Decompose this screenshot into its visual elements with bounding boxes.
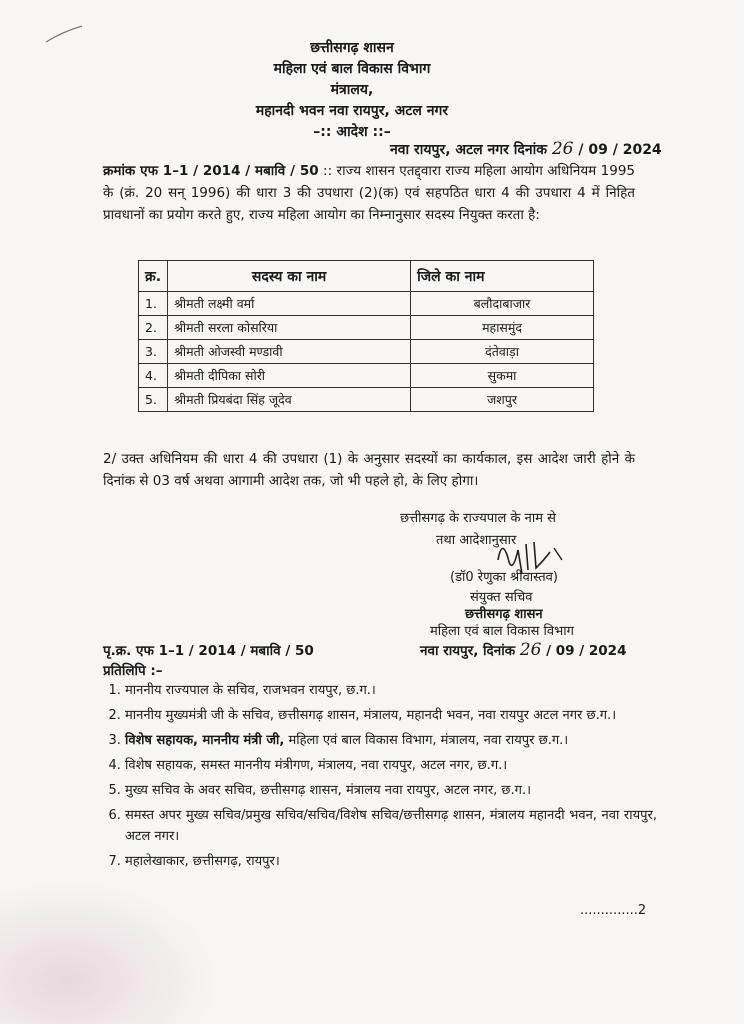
district-name: महासमुंद bbox=[411, 316, 594, 340]
members-table bbox=[138, 260, 594, 412]
date-day-handwritten: 26 bbox=[551, 139, 574, 159]
list-item: 5. मुख्य सचिव के अवर सचिव, छत्तीसगढ़ शासन, मंत्रालय नवा रायपुर, अटल नगर, छ.ग.। bbox=[125, 780, 657, 801]
signatory-title: संयुक्त सचिव bbox=[470, 590, 533, 605]
member-name: श्रीमती लक्ष्मी वर्मा bbox=[168, 292, 411, 316]
order-body: :: राज्य शासन एतद्द्वारा राज्य महिला आयोग अधिनियम 1995 के (क्रं. 20 सन् 1996) की धारा 3 की उपधारा (2)(क) एवं सहपठित धारा 4 की उपधारा 4 में निहित प्रावधानों का प्रयोग करते हुए, राज्य महिला आयोग का निम्नानुसार सदस्य नियुक्त करता है: bbox=[103, 163, 636, 223]
order-date bbox=[390, 139, 662, 159]
order-paragraph bbox=[103, 160, 635, 226]
list-item: 3. विशेष सहायक, माननीय मंत्री जी, महिला एवं बाल विकास विभाग, मंत्रालय, नवा रायपुर छ.ग.। bbox=[125, 730, 657, 751]
list-item: 7. महालेखाकार, छत्तीसगढ़, रायपुर। bbox=[125, 851, 657, 872]
member-name: श्रीमती सरला कोसरिया bbox=[168, 316, 411, 340]
copy-date-rest: / 09 / 2024 bbox=[546, 643, 627, 659]
list-item: 6. समस्त अपर मुख्य सचिव/प्रमुख सचिव/सचिव/विशेष सचिव/छत्तीसगढ़ शासन, मंत्रालय महानदी भवन, नवा रायपुर, अटल नगर। bbox=[125, 805, 657, 847]
date-place: नवा रायपुर, अटल नगर दिनांक bbox=[390, 142, 547, 158]
district-name: दंतेवाड़ा bbox=[411, 340, 594, 364]
signature-order-line: तथा आदेशानुसार bbox=[436, 533, 517, 548]
list-item-bold: विशेष सहायक, माननीय मंत्री जी, bbox=[125, 733, 285, 748]
header-sno: क्र. bbox=[139, 261, 168, 292]
member-name: श्रीमती दीपिका सोरी bbox=[168, 364, 411, 388]
order-number: क्रमांक एफ 1–1 / 2014 / मबावि / 50 bbox=[103, 163, 319, 179]
order-title: –:: आदेश ::– bbox=[313, 124, 391, 140]
row-num: 3. bbox=[139, 340, 168, 364]
district-name: जशपुर bbox=[411, 388, 594, 412]
copy-recipients-list bbox=[103, 680, 657, 876]
district-name: सुकमा bbox=[411, 364, 594, 388]
row-num: 4. bbox=[139, 364, 168, 388]
table-header bbox=[139, 261, 594, 292]
list-item: 4. विशेष सहायक, समस्त माननीय मंत्रीगण, मंत्रालय, नवा रायपुर, अटल नगर, छ.ग.। bbox=[125, 755, 657, 776]
copy-to-label: प्रतिलिपि :– bbox=[103, 663, 163, 679]
row-num: 1. bbox=[139, 292, 168, 316]
row-num: 2. bbox=[139, 316, 168, 340]
page-continuation: ..............2 bbox=[580, 903, 647, 918]
signatory-department: महिला एवं बाल विकास विभाग bbox=[430, 624, 574, 639]
header-member-name: सदस्य का नाम bbox=[168, 261, 411, 292]
table-row bbox=[139, 364, 594, 388]
letterhead bbox=[0, 38, 744, 143]
member-name: श्रीमती ओजस्वी मण्डावी bbox=[168, 340, 411, 364]
row-num: 5. bbox=[139, 388, 168, 412]
signatory-name: (डॉ0 रेणुका श्रीवास्तव) bbox=[450, 570, 558, 585]
address: महानदी भवन नवा रायपुर, अटल नगर bbox=[255, 103, 449, 119]
signatory-govt: छत्तीसगढ़ शासन bbox=[465, 607, 543, 622]
header-district: जिले का नाम bbox=[411, 261, 594, 292]
table-row bbox=[139, 316, 594, 340]
copy-date bbox=[420, 640, 626, 660]
tenure-paragraph: 2/ उक्त अधिनियम की धारा 4 की उपधारा (1) के अनुसार सदस्यों का कार्यकाल, इस आदेश जारी होने के दिनांक से 03 वर्ष अथवा आगामी आदेश तक, जो भी पहले हो, के लिए होगा। bbox=[103, 451, 635, 489]
department-name: महिला एवं बाल विकास विभाग bbox=[273, 61, 431, 77]
copy-date-day-handwritten: 26 bbox=[519, 640, 542, 660]
govt-name: छत्तीसगढ़ शासन bbox=[310, 40, 394, 56]
copy-date-place: नवा रायपुर, दिनांक bbox=[420, 643, 516, 659]
table-row bbox=[139, 388, 594, 412]
member-name: श्रीमती प्रियबंदा सिंह जूदेव bbox=[168, 388, 411, 412]
scan-stain bbox=[0, 880, 220, 1024]
table-row bbox=[139, 292, 594, 316]
table-row bbox=[139, 340, 594, 364]
list-item: 1. माननीय राज्यपाल के सचिव, राजभवन रायपुर, छ.ग.। bbox=[125, 680, 657, 701]
ministry: मंत्रालय, bbox=[330, 82, 374, 98]
list-item: 2. माननीय मुख्यमंत्री जी के सचिव, छत्तीसगढ़ शासन, मंत्रालय, महानदी भवन, नवा रायपुर अटल नगर छ.ग.। bbox=[125, 705, 657, 726]
district-name: बलौदाबाजार bbox=[411, 292, 594, 316]
date-rest: / 09 / 2024 bbox=[578, 142, 662, 158]
signature-authority-line: छत्तीसगढ़ के राज्यपाल के नाम से bbox=[400, 511, 556, 526]
copy-number: पृ.क्र. एफ 1–1 / 2014 / मबावि / 50 bbox=[103, 643, 314, 659]
